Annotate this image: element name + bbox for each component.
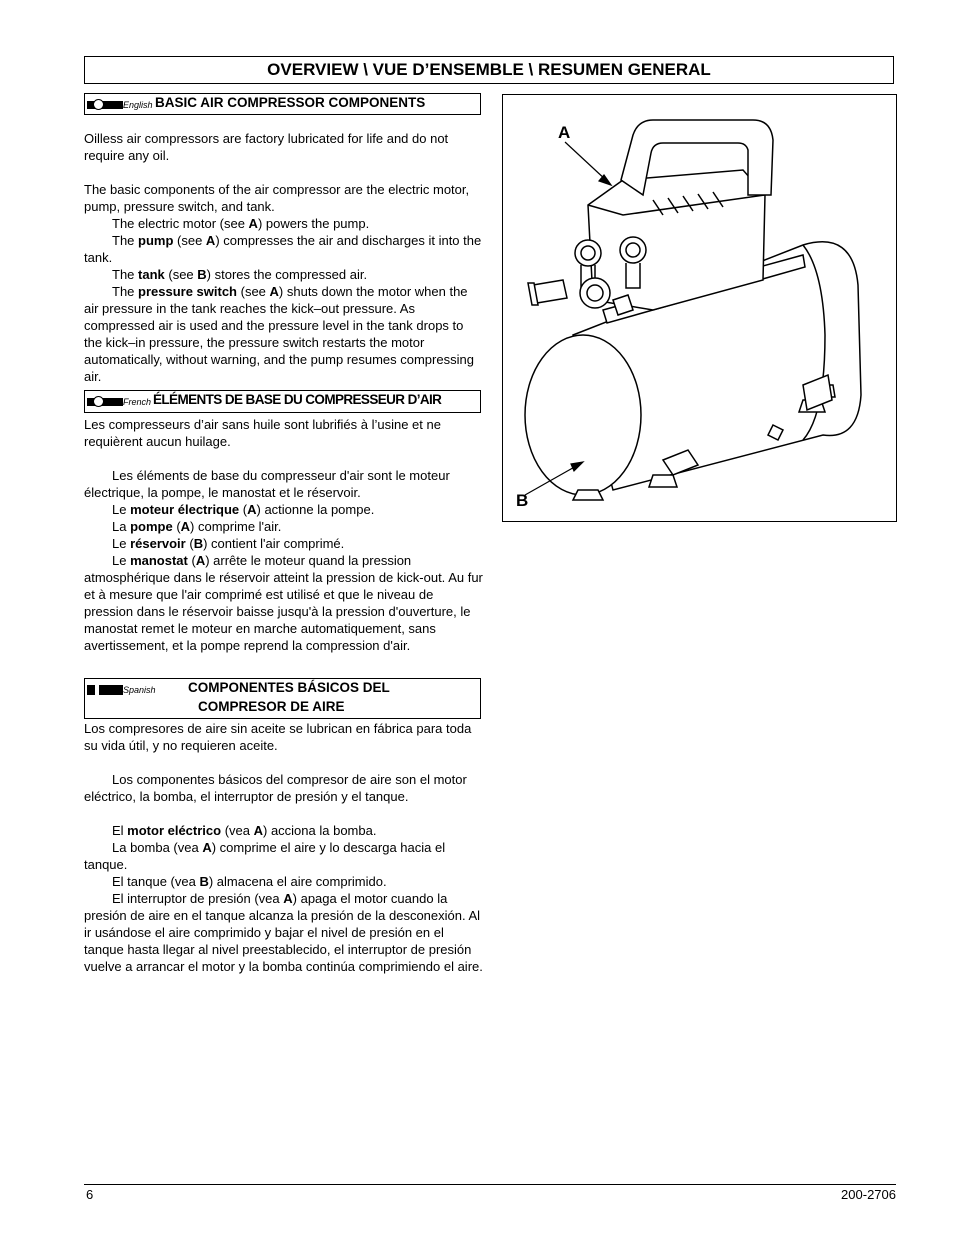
english-section-title: BASIC AIR COMPRESSOR COMPONENTS — [155, 95, 426, 110]
spanish-p3: El motor eléctrico (vea A) acciona la bomba. — [112, 823, 377, 838]
spanish-section-title-line2: COMPRESOR DE AIRE — [198, 699, 345, 714]
compressor-figure — [502, 94, 897, 522]
label-a: A — [558, 123, 571, 142]
spanish-p1: Los compresores de aire sin aceite se lubrican en fábrica para toda su vida útil, y no requieren aceite. — [84, 721, 472, 753]
english-p1: Oilless air compressors are factory lubricated for life and do not require any oil. — [84, 131, 449, 163]
english-p4: The pump (see A) compresses the air and discharges it into the tank. — [84, 233, 482, 265]
page-title: OVERVIEW \ VUE D’ENSEMBLE \ RESUMEN GENERAL — [84, 56, 894, 84]
spanish-p5: El tanque (vea B) almacena el aire comprimido. — [112, 874, 387, 889]
spanish-p6: El interruptor de presión (vea A) apaga el motor cuando la presión de aire en el tanque alcanza la presión de la desconexión. Al ir usándose el aire comprimido y bajar el nivel de presión en el tanque hasta llegar al nivel preestablecido, el interruptor de presión vuelve a arrancar el motor y la bomba continúa comprimiendo el aire. — [84, 891, 483, 974]
english-p6: The pressure switch (see A) shuts down the motor when the air pressure in the tank reaches the kick–out pressure. As compressed air is used and the pressure level in the tank drops to the kick–in pressure, the pressure switch restarts the motor automatically, without warning, and the pump resumes compressing air. — [84, 284, 474, 384]
english-p3: The electric motor (see A) powers the pump. — [112, 216, 370, 231]
english-flag-icon: English — [87, 97, 149, 111]
french-p1: Les compresseurs d’air sans huile sont lubrifiés à l’usine et ne requièrent aucun huilage. — [84, 417, 441, 449]
spanish-section-title-line1: COMPONENTES BÁSICOS DEL — [188, 680, 390, 695]
french-p2: Les éléments de base du compresseur d'air sont le moteur électrique, la pompe, le manostat et le réservoir. — [84, 468, 450, 500]
spanish-body — [84, 720, 484, 975]
french-p3: Le moteur électrique (A) actionne la pompe. — [112, 502, 375, 517]
spanish-p2: Los componentes básicos del compresor de aire son el motor eléctrico, la bomba, el interruptor de presión y el tanque. — [84, 772, 467, 804]
label-b: B — [516, 491, 529, 510]
french-body — [84, 416, 484, 654]
english-section-header — [84, 93, 481, 115]
english-p2: The basic components of the air compressor are the electric motor, pump, pressure switch, and tank. — [84, 182, 470, 214]
french-p5: Le réservoir (B) contient l'air comprimé. — [112, 536, 345, 551]
footer-divider — [84, 1184, 896, 1185]
french-section-title: ÉLÉMENTS DE BASE DU COMPRESSEUR D’AIR — [153, 392, 442, 407]
french-p6: Le manostat (A) arrête le moteur quand la pression atmosphérique dans le réservoir atteint la pression de kick-out. Au fur et à mesure que l'air comprimé est utilisé et que le niveau de pression dans le réservoir baisse jusqu'à la pression d'ouverture, le manostat remet le moteur en marche automatiquement, sans avertissement, et la pompe reprend la compression d'air. — [84, 553, 483, 653]
spanish-p4: La bomba (vea A) comprime el aire y lo descarga hacia el tanque. — [84, 840, 446, 872]
spanish-section-header — [84, 678, 481, 719]
french-flag-icon: French — [87, 394, 149, 408]
english-body — [84, 130, 484, 385]
spanish-flag-icon: Spanish — [87, 682, 149, 696]
callout-arrows — [503, 95, 895, 520]
document-number: 200-2706 — [841, 1187, 896, 1202]
page-number: 6 — [86, 1187, 94, 1202]
french-p4: La pompe (A) comprime l'air. — [112, 519, 282, 534]
french-section-header — [84, 390, 481, 413]
english-p5: The tank (see B) stores the compressed air. — [112, 267, 368, 282]
